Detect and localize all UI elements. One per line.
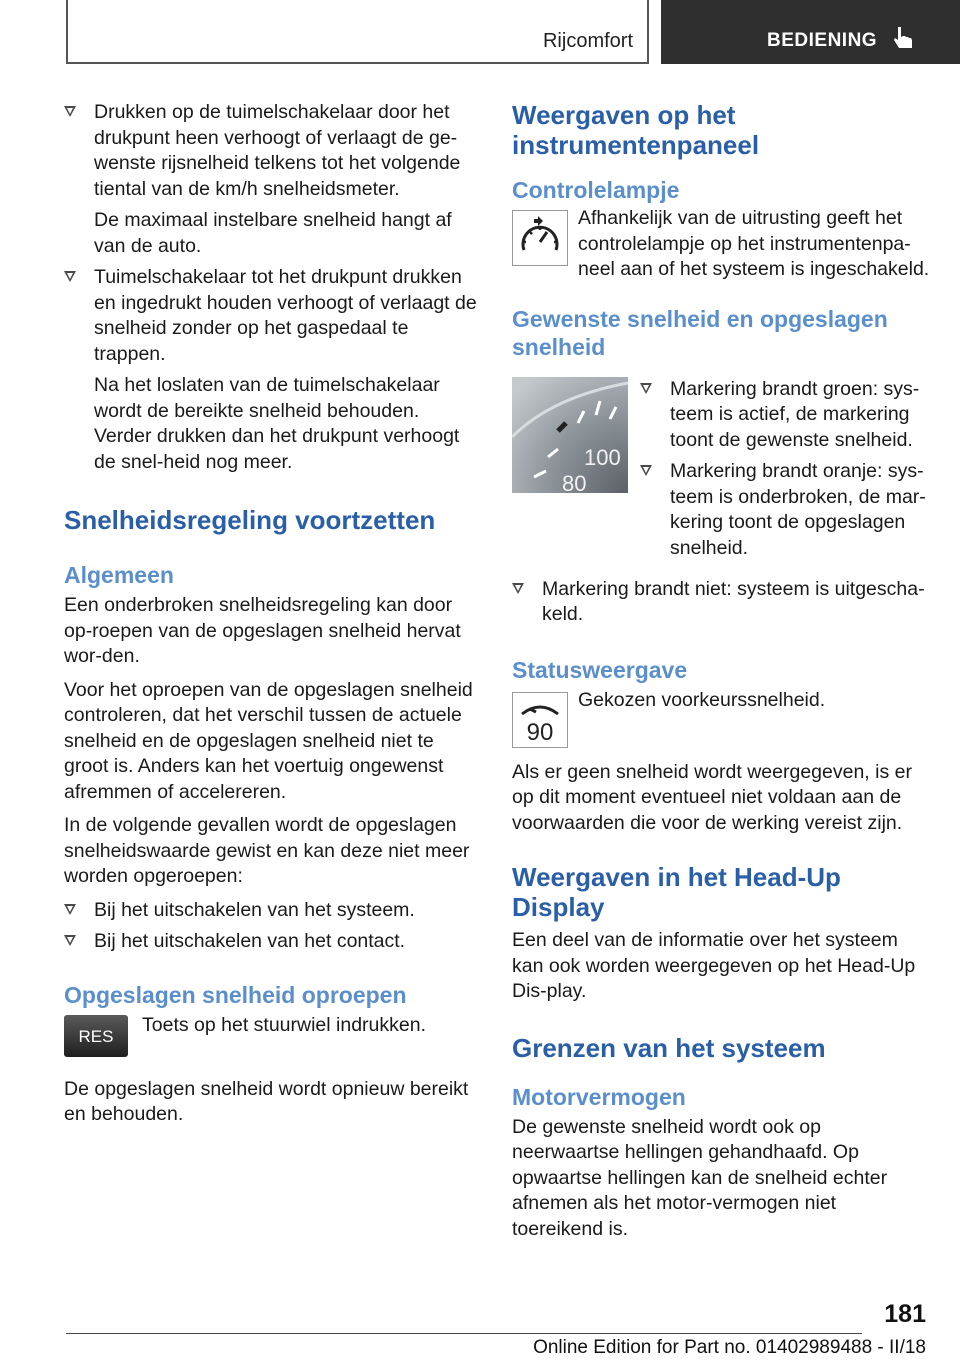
paragraph: De gewenste snelheid wordt ook op neerwaartse hellingen gehandhaafd. Op opwaartse hellingen kan de snelheid echter afnemen als het motor-vermogen niet toereikend is.: [512, 1115, 888, 1240]
list-item: Markering brandt niet: systeem is uitgescha-keld.: [512, 577, 932, 628]
heading-status-display: Statusweergave: [512, 656, 688, 683]
bullet-triangle-icon: [640, 465, 652, 476]
bullet-triangle-icon: [64, 904, 76, 915]
paragraph: Een onderbroken snelheidsregeling kan door op-roepen van de opgeslagen snelheid hervat wor-den.: [64, 594, 461, 667]
hand-pointer-icon: [889, 24, 917, 52]
bullet-triangle-icon: [64, 935, 76, 946]
bullet-triangle-icon: [64, 106, 76, 117]
footer-rule: [66, 1333, 862, 1334]
res-button-block: [64, 1013, 482, 1069]
heading-recall-speed: Opgeslagen snelheid oproepen: [64, 981, 407, 1008]
paragraph: Als er geen snelheid wordt weergegeven, is er op dit moment eventueel niet voldaan aan de voorwaarden die voor de werking vereist zijn.: [512, 760, 912, 834]
indicator-lamp-text: Afhankelijk van de uitrusting geeft het controlelampje op het instrumentenpa-neel aan of het systeem is ingeschakeld.: [578, 207, 930, 280]
speedometer-block: [512, 377, 932, 563]
heading-continue-speed-control: Snelheidsregeling voortzetten: [64, 505, 436, 535]
svg-text:100: 100: [584, 444, 621, 470]
list-item-note: De maximaal instelbare snelheid hangt af van de auto.: [94, 209, 452, 257]
bullet-triangle-icon: [512, 583, 524, 594]
bullet-triangle-icon: [64, 271, 76, 282]
status-display-block: [512, 688, 932, 750]
header-chapter-box: [661, 0, 960, 64]
list-item: Tuimelschakelaar tot het drukpunt drukken en ingedrukt houden verhoogt of verlaagt de snelheid zonder op het gaspedaal te trappen.: [64, 265, 482, 367]
heading-engine-power: Motorvermogen: [512, 1083, 686, 1110]
list-item-note: Na het loslaten van de tuimelschakelaar wordt de bereikte snelheid behouden. Verder drukken dan het drukpunt verhoogt de snel-heid nog meer.: [94, 374, 460, 473]
heading-indicator-lamp: Controlelampje: [512, 177, 680, 203]
speedometer-image: [512, 377, 628, 493]
left-column: [64, 100, 482, 1136]
res-button-text: Toets op het stuurwiel indrukken.: [142, 1013, 426, 1036]
footer-edition-text: Online Edition for Part no. 01402989488 - II/18: [533, 1337, 926, 1358]
paragraph: Een deel van de informatie over het systeem kan ook worden weergegeven op het Head-Up Dis-play.: [512, 929, 916, 1002]
paragraph: In de volgende gevallen wordt de opgeslagen snelheidswaarde gewist en kan deze niet meer worden opgeroepen:: [64, 814, 470, 887]
svg-text:90: 90: [526, 718, 554, 746]
speed-limit-status-icon: [512, 692, 568, 748]
header-section-title: Rijcomfort: [542, 30, 633, 52]
list-item: Markering brandt oranje: sys-teem is onderbroken, de mar-kering toont de opgeslagen snelheid.: [640, 459, 936, 561]
right-column: [512, 100, 932, 1250]
header-section-box: [66, 0, 649, 64]
indicator-lamp-block: [512, 206, 932, 283]
page-number: 181: [884, 1300, 926, 1328]
heading-general: Algemeen: [64, 562, 174, 588]
res-button-label: RES: [78, 1026, 114, 1046]
header-chapter-title: BEDIENING: [767, 30, 878, 51]
list-item: Bij het uitschakelen van het systeem.: [64, 898, 482, 924]
paragraph: Voor het oproepen van de opgeslagen snelheid controleren, dat het verschil tussen de actuele snelheid en de opgeslagen snelheid niet te groot is. Anders kan het voertuig ongewenst afremmen of accelereren.: [64, 678, 473, 803]
heading-displays-instrument-panel: Weergaven op het instrumentenpaneel: [512, 100, 760, 160]
bullet-triangle-icon: [640, 383, 652, 394]
res-button-icon: [64, 1015, 128, 1057]
page-header: [66, 0, 960, 64]
cruise-control-lamp-icon: [512, 210, 568, 266]
status-display-text: Gekozen voorkeurssnelheid.: [578, 688, 826, 711]
heading-system-limits: Grenzen van het systeem: [512, 1032, 826, 1063]
list-item: Bij het uitschakelen van het contact.: [64, 929, 482, 955]
list-item: Drukken op de tuimelschakelaar door het drukpunt heen verhoogt of verlaagt de ge-wenste rijsnelheid telkens tot het volgende tiental van de km/h snelheidsmeter.: [64, 100, 482, 202]
heading-head-up-display: Weergaven in het Head-Up Display: [512, 862, 841, 922]
heading-desired-speed: Gewenste snelheid en opgeslagen snelheid: [512, 305, 888, 360]
svg-text:80: 80: [562, 470, 587, 493]
list-item: Markering brandt groen: sys-teem is actief, de markering toont de gewenste snelheid.: [640, 377, 936, 454]
paragraph: De opgeslagen snelheid wordt opnieuw bereikt en behouden.: [64, 1077, 469, 1125]
